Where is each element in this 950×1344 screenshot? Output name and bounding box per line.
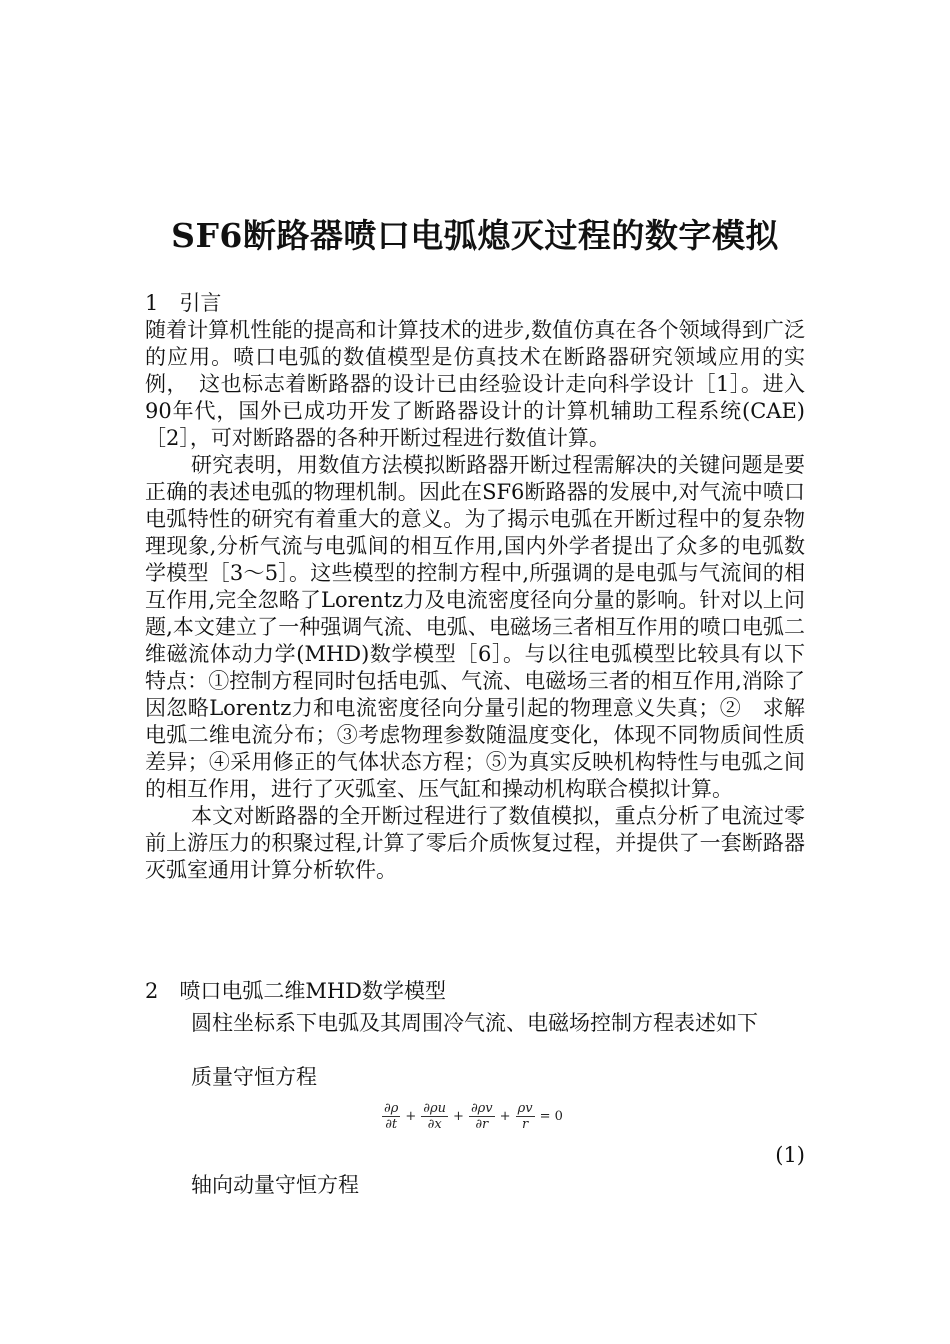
- intro-paragraph-3: 本文对断路器的全开断过程进行了数值模拟，重点分析了电流过零前上游压力的积聚过程,计算了零后介质恢复过程，并提供了一套断路器灭弧室通用计算分析软件。: [145, 804, 805, 882]
- section-1-heading: 1 引言: [145, 291, 222, 315]
- plus-sign: +: [453, 1108, 464, 1124]
- section-2-body: [145, 1010, 805, 1037]
- intro-body: [145, 317, 805, 884]
- momentum-conservation-label: 轴向动量守恒方程: [191, 1173, 359, 1197]
- term-drhou-dx: $\frac{\partial\rho u}{\partial x}$: [423, 1100, 447, 1132]
- plus-sign: +: [405, 1108, 417, 1124]
- term-rhov-r: $\frac{\rho v}{r}$: [517, 1100, 533, 1132]
- mass-conservation-equation: [380, 1096, 566, 1136]
- intro-paragraph-2: 研究表明，用数值方法模拟断路器开断过程需解决的关键问题是要正确的表述电弧的物理机制。因此在SF6断路器的发展中,对气流中喷口电弧特性的研究有着重大的意义。为了揭示电弧在开断过程中的复杂物理现象,分析气流与电弧间的相互作用,国内外学者提出了众多的电弧数学模型［3～5］。这些模型的控制方程中,所强调的是电弧与气流间的相互作用,完全忽略了Lorentz力及电流密度径向分量的影响。针对以上问题,本文建立了一种强调气流、电弧、电磁场三者相互作用的喷口电弧二维磁流体动力学(MHD)数学模型［6］。与以往电弧模型比较具有以下特点：①控制方程同时包括电弧、气流、电磁场三者的相互作用,消除了因忽略Lorentz力和电流密度径向分量引起的物理意义失真；② 求解电弧二维电流分布；③考虑物理参数随温度变化，体现不同物质间性质差异；④采用修正的气体状态方程；⑤为真实反映机构特性与电弧之间的相互作用，进行了灭弧室、压气缸和操动机构联合模拟计算。: [145, 453, 805, 801]
- intro-paragraph-1: 随着计算机性能的提高和计算技术的进步,数值仿真在各个领域得到广泛的应用。喷口电弧的数值模型是仿真技术在断路器研究领域应用的实例， 这也标志着断路器的设计已由经验设计走向科学设计［1］。进入90年代，国外已成功开发了断路器设计的计算机辅助工程系统(CAE)［2］，可对断路器的各种开断过程进行数值计算。: [145, 318, 805, 450]
- plus-sign: +: [499, 1108, 511, 1124]
- mass-conservation-label: 质量守恒方程: [191, 1065, 317, 1089]
- equals-zero: = 0: [539, 1108, 563, 1124]
- term-drhov-dr: $\frac{\partial\rho v}{\partial r}$: [470, 1100, 493, 1132]
- section-2-heading: 2 喷口电弧二维MHD数学模型: [145, 979, 447, 1003]
- term-drho-dt: $\frac{\partial\rho}{\partial t}$: [384, 1100, 399, 1132]
- section-2-intro: 圆柱坐标系下电弧及其周围冷气流、电磁场控制方程表述如下: [191, 1011, 758, 1035]
- document-title: SF6断路器喷口电弧熄灭过程的数字模拟: [171, 216, 779, 255]
- equation-number: (1): [775, 1143, 805, 1167]
